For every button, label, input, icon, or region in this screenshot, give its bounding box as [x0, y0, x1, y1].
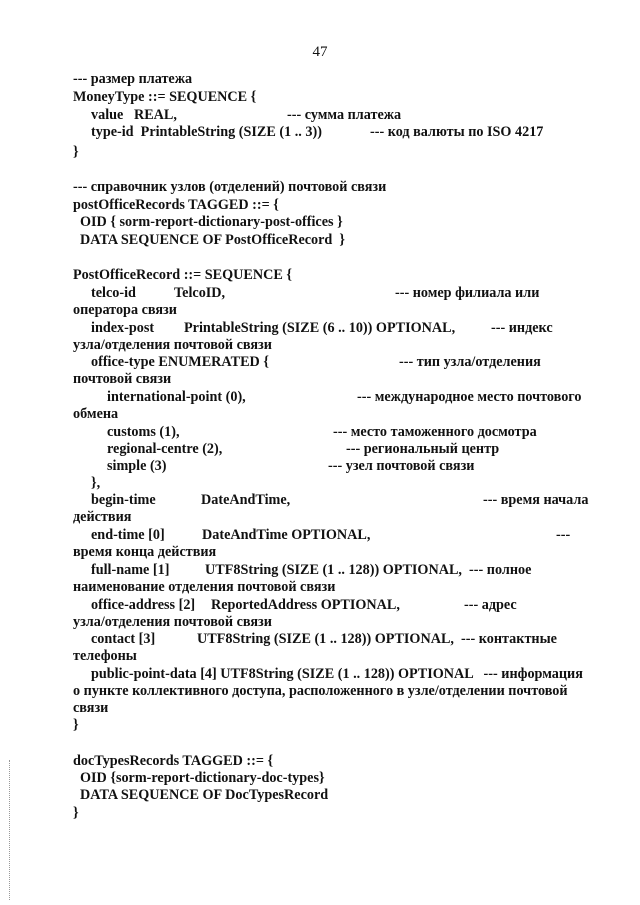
enum-international-point-comment: --- международное место почтового: [357, 389, 582, 405]
enum-simple: simple (3): [107, 458, 167, 474]
telco-id-comment-cont: оператора связи: [73, 302, 177, 318]
postofficerecord-close: }: [73, 717, 79, 733]
comment-post-offices-dictionary: --- справочник узлов (отделений) почтовой связи: [73, 179, 387, 195]
office-address-comment-cont: узла/отделения почтовой связи: [73, 614, 272, 630]
enum-customs-comment: --- место таможенного досмотра: [333, 424, 537, 440]
value-comment: --- сумма платежа: [287, 107, 402, 123]
moneytype-close: }: [73, 144, 79, 160]
enum-regional-centre-comment: --- региональный центр: [346, 441, 500, 457]
scan-edge-mark: [9, 760, 11, 900]
enum-customs: customs (1),: [107, 424, 180, 440]
telco-id-field: telco-id: [91, 285, 136, 301]
public-point-data-comment-cont2: связи: [73, 700, 109, 716]
doctypesrecords-data: DATA SEQUENCE OF DocTypesRecord: [80, 787, 329, 803]
end-time-comment-cont: время конца действия: [73, 544, 217, 560]
enum-regional-centre: regional-centre (2),: [107, 441, 223, 457]
telco-id-comment: --- номер филиала или: [395, 285, 540, 301]
enum-close: },: [91, 475, 101, 491]
value-field: value REAL,: [91, 107, 177, 123]
office-address-type: ReportedAddress OPTIONAL,: [211, 597, 400, 613]
postofficerecord-declaration: PostOfficeRecord ::= SEQUENCE {: [73, 267, 292, 283]
contact-comment-cont: телефоны: [73, 648, 137, 664]
postofficerecords-declaration: postOfficeRecords TAGGED ::= {: [73, 197, 279, 213]
full-name-field: full-name [1]: [91, 562, 170, 578]
end-time-comment: ---: [556, 527, 571, 543]
postofficerecords-oid: OID { sorm-report-dictionary-post-offices }: [80, 214, 343, 230]
office-address-field: office-address [2]: [91, 597, 196, 613]
telco-id-type: TelcoID,: [174, 285, 226, 301]
comment-payment-size: --- размер платежа: [73, 71, 193, 87]
public-point-data-comment-cont: о пункте коллективного доступа, расположенного в узле/отделении почтовой: [73, 683, 568, 699]
full-name-type: UTF8String (SIZE (1 .. 128)) OPTIONAL, --- полное: [205, 562, 532, 578]
index-post-type: PrintableString (SIZE (6 .. 10)) OPTIONAL,: [184, 320, 456, 336]
contact-field: contact [3]: [91, 631, 156, 647]
index-post-comment: --- индекс: [491, 320, 553, 336]
office-address-comment: --- адрес: [464, 597, 517, 613]
index-post-field: index-post: [91, 320, 155, 336]
begin-time-type: DateAndTime,: [201, 492, 291, 508]
enum-international-point-comment-cont: обмена: [73, 406, 119, 422]
contact-type: UTF8String (SIZE (1 .. 128)) OPTIONAL, --- контактные: [197, 631, 557, 647]
doctypesrecords-close: }: [73, 805, 79, 821]
type-id-comment: --- код валюты по ISO 4217: [370, 124, 544, 140]
begin-time-comment-cont: действия: [73, 509, 132, 525]
enum-simple-comment: --- узел почтовой связи: [328, 458, 475, 474]
type-id-field: type-id PrintableString (SIZE (1 .. 3)): [91, 124, 322, 140]
office-type-field: office-type ENUMERATED {: [91, 354, 269, 370]
office-type-comment-cont: почтовой связи: [73, 371, 172, 387]
begin-time-comment: --- время начала: [483, 492, 589, 508]
enum-international-point: international-point (0),: [107, 389, 246, 405]
postofficerecords-data: DATA SEQUENCE OF PostOfficeRecord }: [80, 232, 346, 248]
index-post-comment-cont: узла/отделения почтовой связи: [73, 337, 272, 353]
doctypesrecords-oid: OID {sorm-report-dictionary-doc-types}: [80, 770, 325, 786]
doctypesrecords-declaration: docTypesRecords TAGGED ::= {: [73, 753, 274, 769]
full-name-comment-cont: наименование отделения почтовой связи: [73, 579, 336, 595]
moneytype-declaration: MoneyType ::= SEQUENCE {: [73, 89, 257, 105]
public-point-data-field: public-point-data [4] UTF8String (SIZE (1 .. 128)) OPTIONAL --- информация: [91, 666, 583, 682]
begin-time-field: begin-time: [91, 492, 156, 508]
office-type-comment: --- тип узла/отделения: [399, 354, 541, 370]
end-time-field: end-time [0]: [91, 527, 165, 543]
page-number: 47: [312, 44, 328, 60]
end-time-type: DateAndTime OPTIONAL,: [202, 527, 371, 543]
